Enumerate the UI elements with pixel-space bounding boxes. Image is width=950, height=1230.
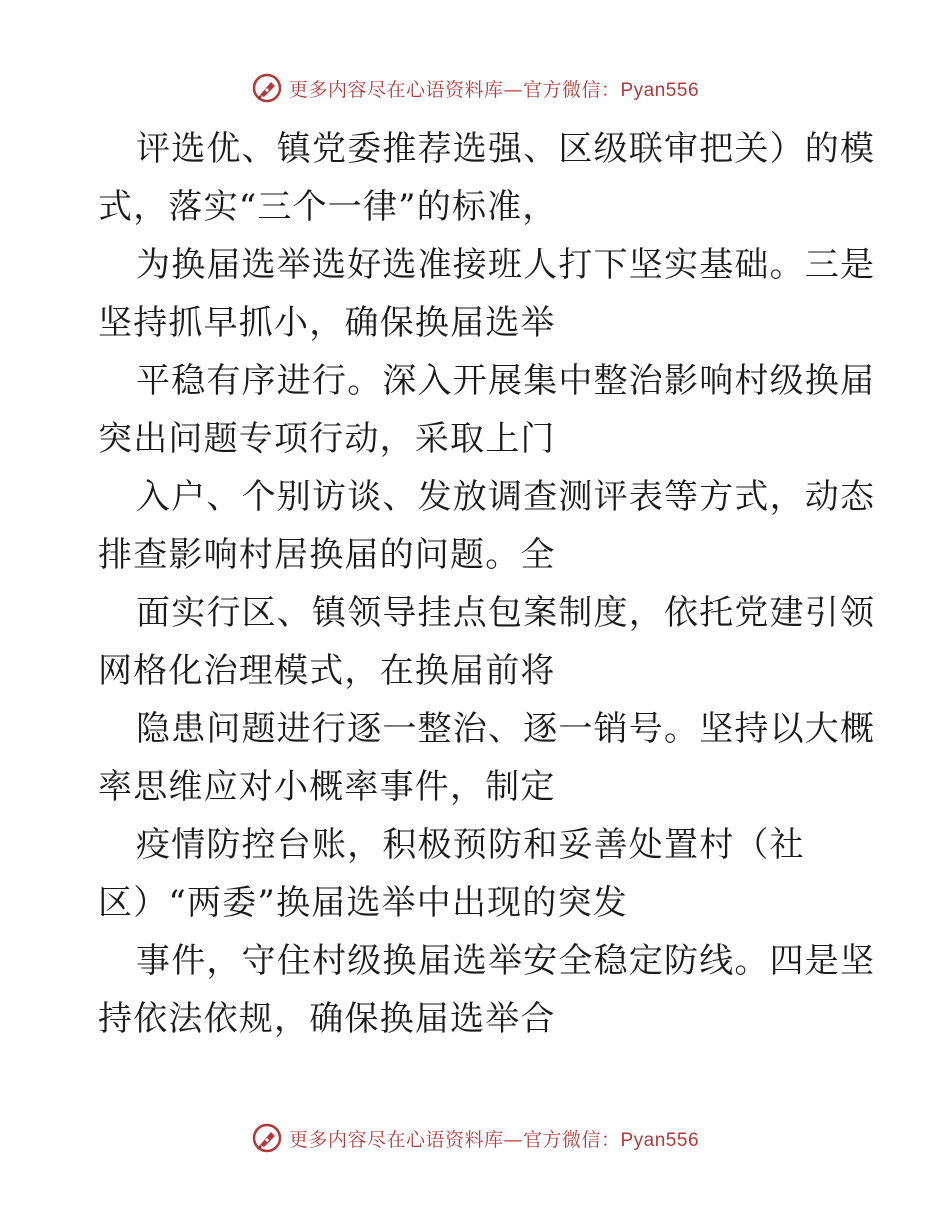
paragraph-line: 隐患问题进行逐一整治、逐一销号。坚持以大概	[136, 709, 876, 749]
paragraph	[98, 932, 876, 1048]
paragraph	[98, 236, 876, 352]
paragraph-line: 平稳有序进行。深入开展集中整治影响村级换届	[136, 361, 876, 401]
brand-logo-icon	[251, 72, 283, 104]
paragraph-line: 事件，守住村级换届选举安全稳定防线。四是坚	[136, 941, 876, 981]
document-body	[98, 120, 876, 1048]
page-header	[0, 72, 950, 104]
paragraph	[98, 120, 876, 236]
footer-brand-text	[289, 1125, 699, 1152]
paragraph	[98, 468, 876, 584]
paragraph-line: 区）“两委”换届选举中出现的突发	[98, 883, 628, 923]
paragraph	[98, 700, 876, 816]
paragraph-line: 疫情防控台账，积极预防和妥善处置村（社	[136, 825, 805, 865]
page-footer	[0, 1122, 950, 1154]
footer-brand-label: 更多内容尽在心语资料库—官方微信：	[288, 1128, 621, 1151]
paragraph-line: 为换届选举选好选准接班人打下坚实基础。三是	[136, 245, 876, 285]
header-wechat-id: Pyan556	[620, 79, 700, 101]
header-brand-text	[289, 75, 699, 102]
paragraph	[98, 816, 858, 932]
paragraph-line: 坚持抓早抓小，确保换届选举	[98, 303, 556, 343]
paragraph-line: 面实行区、镇领导挂点包案制度，依托党建引领	[136, 593, 876, 633]
paragraph-line: 评选优、镇党委推荐选强、区级联审把关）的模	[136, 129, 876, 169]
paragraph-line: 突出问题专项行动，采取上门	[98, 419, 556, 459]
footer-wechat-id: Pyan556	[620, 1129, 700, 1151]
brand-logo-icon	[251, 1122, 283, 1154]
paragraph-line: 率思维应对小概率事件，制定	[98, 767, 556, 807]
header-brand-label: 更多内容尽在心语资料库—官方微信：	[288, 78, 621, 101]
paragraph	[98, 352, 876, 468]
paragraph-line: 持依法依规，确保换届选举合	[98, 999, 556, 1039]
paragraph-line: 式，落实“三个一律”的标准，	[98, 187, 558, 227]
paragraph-line: 网格化治理模式，在换届前将	[98, 651, 556, 691]
paragraph-line: 入户、个别访谈、发放调查测评表等方式，动态	[136, 477, 876, 517]
paragraph	[98, 584, 876, 700]
paragraph-line: 排查影响村居换届的问题。全	[98, 535, 556, 575]
